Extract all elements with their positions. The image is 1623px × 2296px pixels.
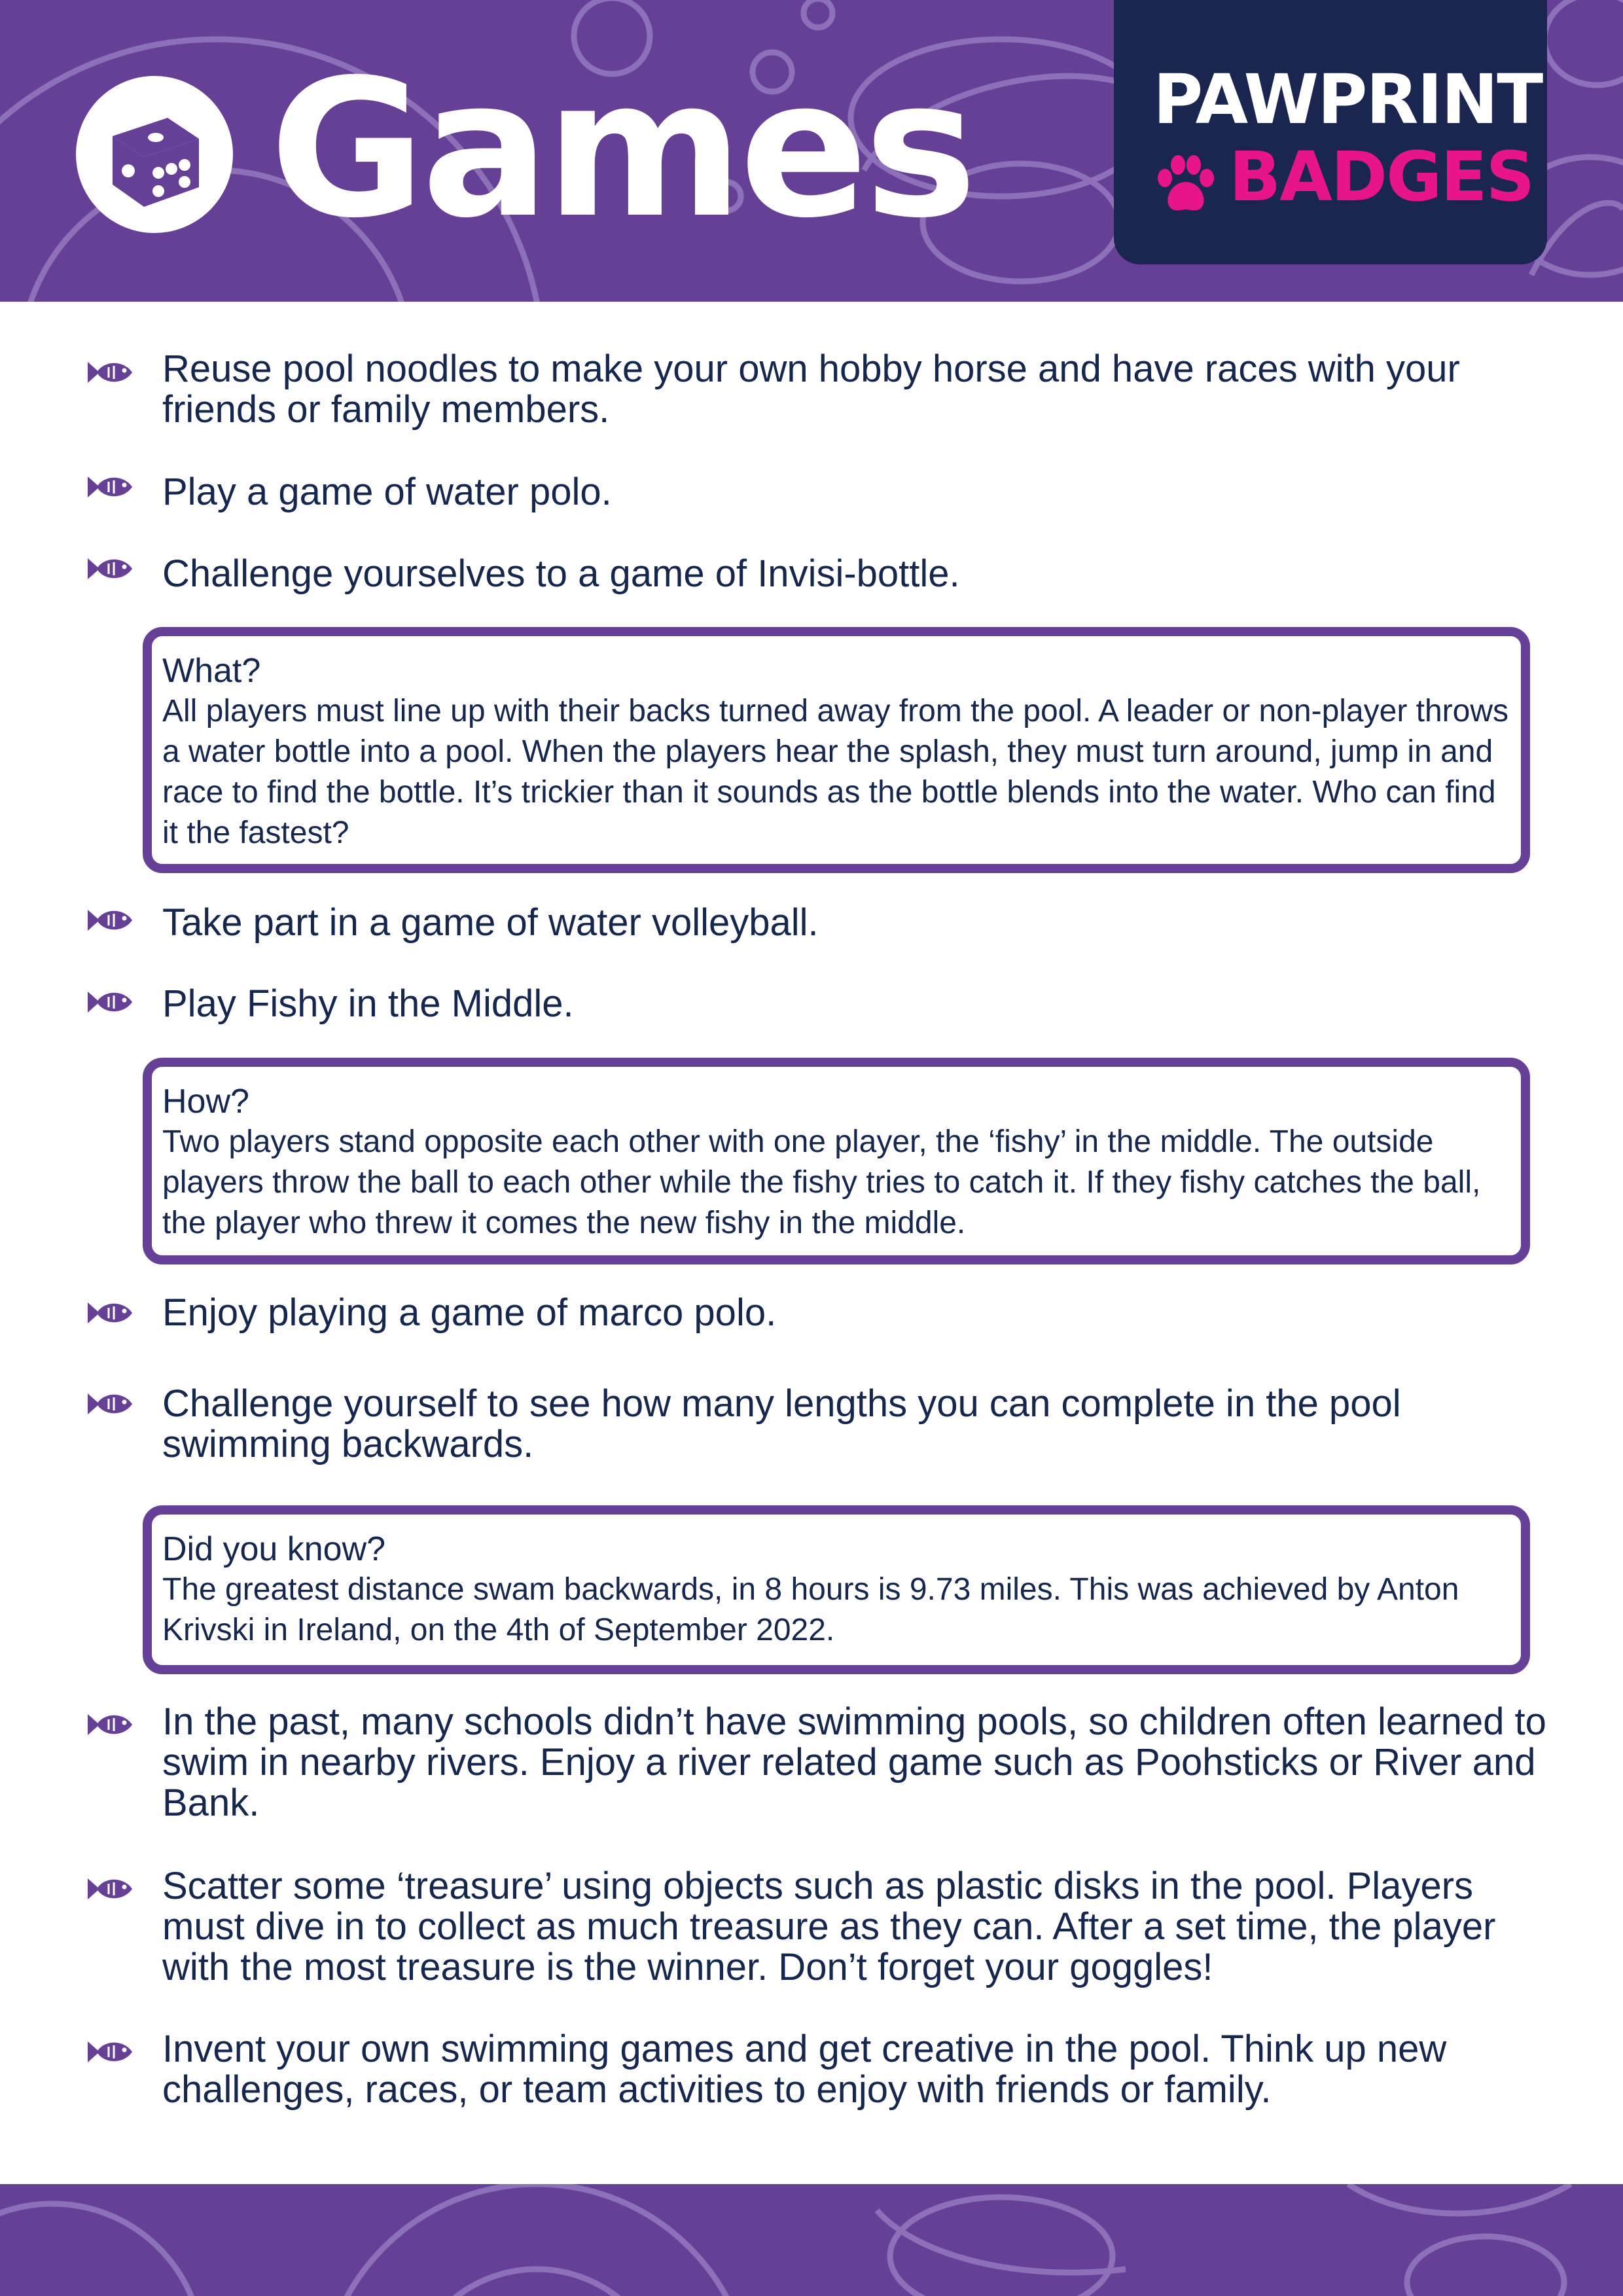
fish-icon	[85, 358, 135, 387]
list-item: Challenge yourself to see how many lengths you can complete in the pool swimming backwards.	[162, 1382, 1401, 1465]
info-box-did-you-know	[143, 1505, 1530, 1674]
list-item: In the past, many schools didn’t have swimming pools, so children often learned to swim in nearby rivers. Enjoy a river related game such as Poohsticks or River and Bank.	[162, 1700, 1546, 1824]
list-item: Invent your own swimming games and get creative in the pool. Think up new challenges, races, or team activities to enjoy with friends or family.	[162, 2028, 1447, 2111]
info-box-body: Two players stand opposite each other with one player, the ‘fishy’ in the middle. The outside players throw the ball to each other while the fishy tries to catch it. If they fishy catches the ball, the player who threw it comes the new fishy in the middle.	[162, 1124, 1481, 1240]
list-item: Challenge yourselves to a game of Invisi-bottle.	[162, 552, 960, 595]
fish-icon	[85, 988, 135, 1016]
pool-doodle-background	[0, 2184, 1623, 2296]
list-item: Enjoy playing a game of marco polo.	[162, 1291, 777, 1334]
fish-icon	[85, 1390, 135, 1418]
info-box-what	[143, 627, 1530, 873]
info-box-title: How?	[162, 1083, 249, 1121]
fish-icon	[85, 2037, 135, 2066]
info-box-title: What?	[162, 652, 261, 690]
dice-icon	[76, 76, 233, 233]
brand-logo	[1114, 0, 1547, 264]
page-title: Games	[270, 39, 974, 260]
header-banner	[0, 0, 1623, 302]
logo-wordmark-top: PAWPRINT	[1153, 60, 1543, 139]
logo-wordmark-bottom: BADGES	[1229, 137, 1534, 217]
dice-icon-badge	[76, 76, 233, 233]
list-item: Play Fishy in the Middle.	[162, 982, 574, 1025]
fish-icon	[85, 1874, 135, 1903]
fish-icon	[85, 1710, 135, 1739]
list-item: Reuse pool noodles to make your own hobby horse and have races with your friends or family members.	[162, 348, 1460, 431]
fish-icon	[85, 1299, 135, 1327]
fish-icon	[85, 906, 135, 935]
list-item: Take part in a game of water volleyball.	[162, 901, 819, 944]
footer-banner	[0, 2184, 1623, 2296]
list-item: Scatter some ‘treasure’ using objects such as plastic disks in the pool. Players must dive in to collect as much treasure as they can. After a set time, the player with the most treasure is the winner. Don’t forget your goggles!	[162, 1865, 1496, 1988]
paw-icon	[1153, 152, 1219, 217]
info-box-body: All players must line up with their backs turned away from the pool. A leader or non-player throws a water bottle into a pool. When the players hear the splash, they must turn around, jump in and race to find the bottle. It’s trickier than it sounds as the bottle blends into the water. Who can find it the fastest?	[162, 694, 1509, 850]
info-box-how	[143, 1058, 1530, 1265]
info-box-title: Did you know?	[162, 1530, 386, 1568]
info-box-body: The greatest distance swam backwards, in 8 hours is 9.73 miles. This was achieved by Anton Krivski in Ireland, on the 4th of September 2022.	[162, 1572, 1459, 1647]
fish-icon	[85, 554, 135, 583]
fish-icon	[85, 473, 135, 501]
list-item: Play a game of water polo.	[162, 471, 612, 513]
